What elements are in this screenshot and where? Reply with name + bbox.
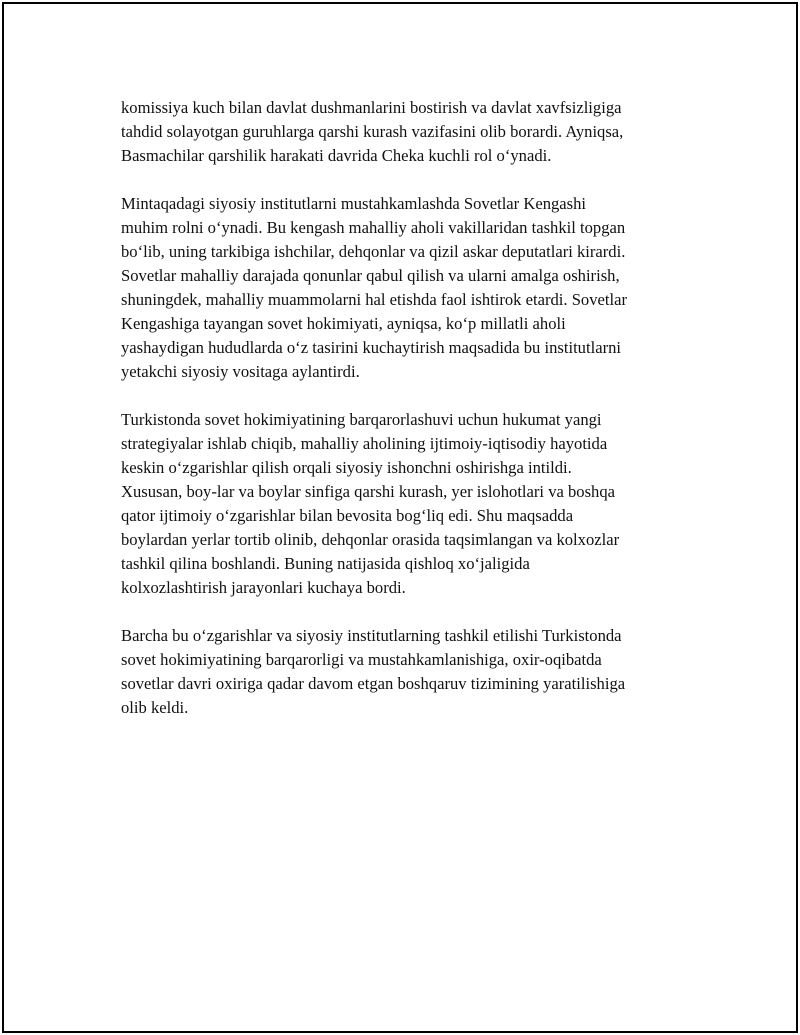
text-line: boylardan yerlar tortib olinib, dehqonlar orasida taqsimlangan va kolxozlar	[121, 530, 620, 549]
text-line: shuningdek, mahalliy muammolarni hal etishda faol ishtirok etardi. Sovetlar	[121, 290, 627, 309]
text-line: Barcha bu oʻzgarishlar va siyosiy institutlarning tashkil etilishi Turkistonda	[121, 626, 622, 645]
document-body	[121, 96, 693, 744]
text-line: muhim rolni oʻynadi. Bu kengash mahalliy aholi vakillaridan tashkil topgan	[121, 218, 626, 237]
text-line: olib keldi.	[121, 698, 189, 717]
text-line: sovetlar davri oxiriga qadar davom etgan boshqaruv tizimining yaratilishiga	[121, 674, 626, 693]
text-line: yashaydigan hududlarda oʻz tasirini kuchaytirish maqsadida bu institutlarni	[121, 338, 622, 357]
text-line: boʻlib, uning tarkibiga ishchilar, dehqonlar va qizil askar deputatlari kirardi.	[121, 242, 626, 261]
paragraph-2	[121, 192, 693, 384]
text-line: strategiyalar ishlab chiqib, mahalliy aholining ijtimoiy-iqtisodiy hayotida	[121, 434, 608, 453]
text-line: sovet hokimiyatining barqarorligi va mustahkamlanishiga, oxir-oqibatda	[121, 650, 602, 669]
text-line: kolxozlashtirish jarayonlari kuchaya bordi.	[121, 578, 406, 597]
text-line: tahdid solayotgan guruhlarga qarshi kurash vazifasini olib borardi. Ayniqsa,	[121, 122, 624, 141]
text-line: tashkil qilina boshlandi. Buning natijasida qishloq xoʻjaligida	[121, 554, 530, 573]
text-line: qator ijtimoiy oʻzgarishlar bilan bevosita bogʻliq edi. Shu maqsadda	[121, 506, 574, 525]
paragraph-3	[121, 408, 693, 600]
paragraph-1	[121, 96, 693, 168]
text-line: Xususan, boy-lar va boylar sinfiga qarshi kurash, yer islohotlari va boshqa	[121, 482, 616, 501]
text-line: yetakchi siyosiy vositaga aylantirdi.	[121, 362, 360, 381]
paragraph-4	[121, 624, 693, 720]
text-line: Mintaqadagi siyosiy institutlarni mustahkamlashda Sovetlar Kengashi	[121, 194, 587, 213]
text-line: Basmachilar qarshilik harakati davrida Cheka kuchli rol oʻynadi.	[121, 146, 552, 165]
text-line: Turkistonda sovet hokimiyatining barqarorlashuvi uchun hukumat yangi	[121, 410, 602, 429]
page-frame	[2, 2, 798, 1033]
text-line: komissiya kuch bilan davlat dushmanlarini bostirish va davlat xavfsizligiga	[121, 98, 622, 117]
text-line: keskin oʻzgarishlar qilish orqali siyosiy ishonchni oshirishga intildi.	[121, 458, 572, 477]
text-line: Kengashiga tayangan sovet hokimiyati, ayniqsa, koʻp millatli aholi	[121, 314, 566, 333]
text-line: Sovetlar mahalliy darajada qonunlar qabul qilish va ularni amalga oshirish,	[121, 266, 620, 285]
